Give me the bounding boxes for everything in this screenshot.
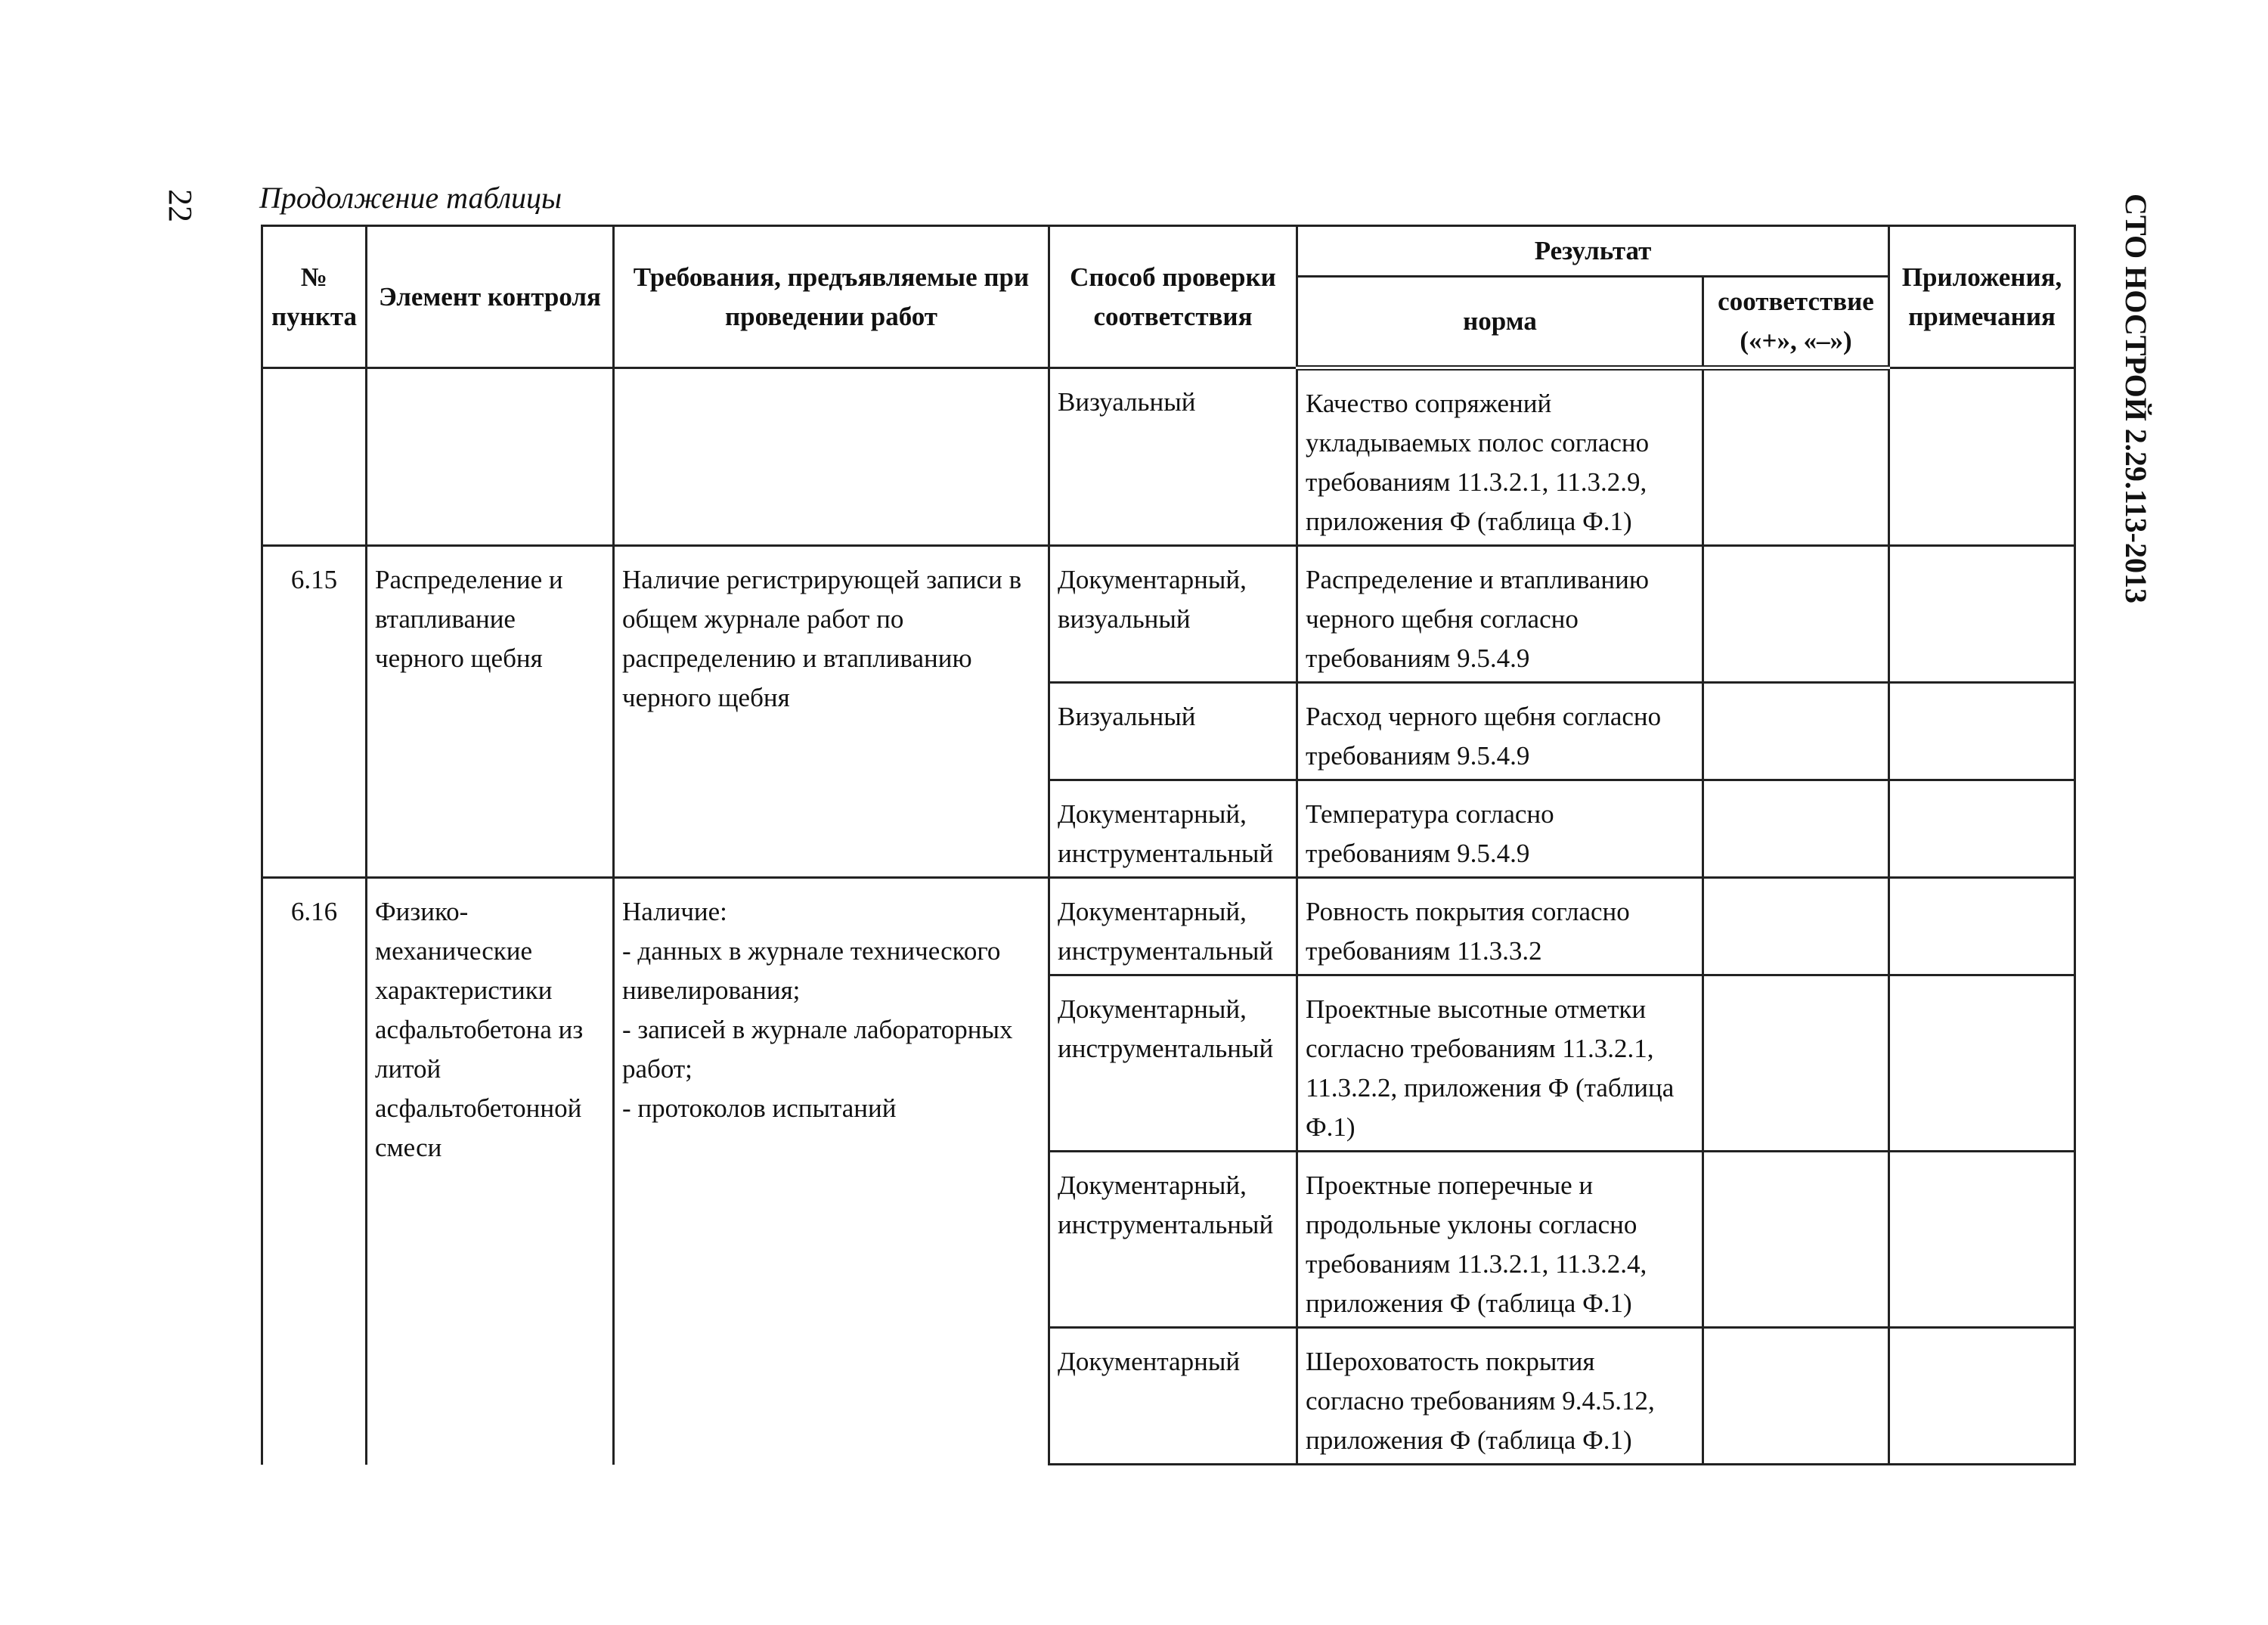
cell-compliance xyxy=(1703,1328,1889,1465)
cell-method: Визуальный xyxy=(1049,368,1297,546)
header-norm: норма xyxy=(1297,277,1703,368)
header-result: Результат xyxy=(1297,226,1889,277)
cell-notes xyxy=(1889,546,2075,683)
cell-method: Документарный, инструментальный xyxy=(1049,878,1297,975)
cell-method: Документарный, инструментальный xyxy=(1049,1152,1297,1328)
cell-norm: Расход черного щебня согласно требованиям 9.5.4.9 xyxy=(1297,683,1703,780)
cell-element: Распределение и втапливание черного щебня xyxy=(367,546,614,878)
cell-method: Документарный, визуальный xyxy=(1049,546,1297,683)
table-row xyxy=(262,878,2075,975)
cell-norm: Ровность покрытия согласно требованиям 11.3.3.2 xyxy=(1297,878,1703,975)
header-compliance: соответствие («+», «–») xyxy=(1703,277,1889,368)
cell-method: Визуальный xyxy=(1049,683,1297,780)
cell-norm: Проектные высотные отметки согласно требованиям 11.3.2.1, 11.3.2.2, приложения Ф (таблица Ф.1) xyxy=(1297,975,1703,1152)
cell-requirements xyxy=(614,368,1049,546)
cell-compliance xyxy=(1703,878,1889,975)
cell-norm: Температура согласно требованиям 9.5.4.9 xyxy=(1297,780,1703,878)
page-number: 22 xyxy=(162,189,199,222)
cell-compliance xyxy=(1703,368,1889,546)
header-requirements: Требования, предъявляемые при проведении работ xyxy=(614,226,1049,368)
table-row xyxy=(262,546,2075,683)
cell-norm: Проектные поперечные и продольные уклоны согласно требованиям 11.3.2.1, 11.3.2.4, приложения Ф (таблица Ф.1) xyxy=(1297,1152,1703,1328)
cell-num: 6.15 xyxy=(262,546,367,878)
cell-norm: Шероховатость покрытия согласно требованиям 9.4.5.12, приложения Ф (таблица Ф.1) xyxy=(1297,1328,1703,1465)
cell-compliance xyxy=(1703,546,1889,683)
cell-notes xyxy=(1889,368,2075,546)
cell-method: Документарный, инструментальный xyxy=(1049,975,1297,1152)
inspection-table xyxy=(261,225,2076,1465)
cell-requirements: Наличие: - данных в журнале технического нивелирования; - записей в журнале лабораторных работ; - протоколов испытаний xyxy=(614,878,1049,1465)
cell-compliance xyxy=(1703,975,1889,1152)
cell-method: Документарный xyxy=(1049,1328,1297,1465)
cell-notes xyxy=(1889,683,2075,780)
header-element: Элемент контроля xyxy=(367,226,614,368)
cell-compliance xyxy=(1703,1152,1889,1328)
cell-requirements: Наличие регистрирующей записи в общем журнале работ по распределению и втапливанию черного щебня xyxy=(614,546,1049,878)
cell-notes xyxy=(1889,878,2075,975)
cell-compliance xyxy=(1703,683,1889,780)
cell-notes xyxy=(1889,975,2075,1152)
cell-method: Документарный, инструментальный xyxy=(1049,780,1297,878)
cell-num xyxy=(262,368,367,546)
cell-notes xyxy=(1889,780,2075,878)
cell-compliance xyxy=(1703,780,1889,878)
cell-element: Физико-механические характеристики асфальтобетона из литой асфальтобетонной смеси xyxy=(367,878,614,1465)
table-row xyxy=(262,368,2075,546)
cell-notes xyxy=(1889,1152,2075,1328)
cell-num: 6.16 xyxy=(262,878,367,1465)
table-caption: Продолжение таблицы xyxy=(259,181,562,215)
cell-notes xyxy=(1889,1328,2075,1465)
cell-norm: Качество сопряжений укладываемых полос согласно требованиям 11.3.2.1, 11.3.2.9, приложения Ф (таблица Ф.1) xyxy=(1297,368,1703,546)
header-method: Способ проверки соответствия xyxy=(1049,226,1297,368)
header-notes: Приложения, примечания xyxy=(1889,226,2075,368)
cell-element xyxy=(367,368,614,546)
header-num: № пункта xyxy=(262,226,367,368)
document-code: СТО НОСТРОЙ 2.29.113-2013 xyxy=(2119,194,2153,603)
cell-norm: Распределение и втапливанию черного щебня согласно требованиям 9.5.4.9 xyxy=(1297,546,1703,683)
